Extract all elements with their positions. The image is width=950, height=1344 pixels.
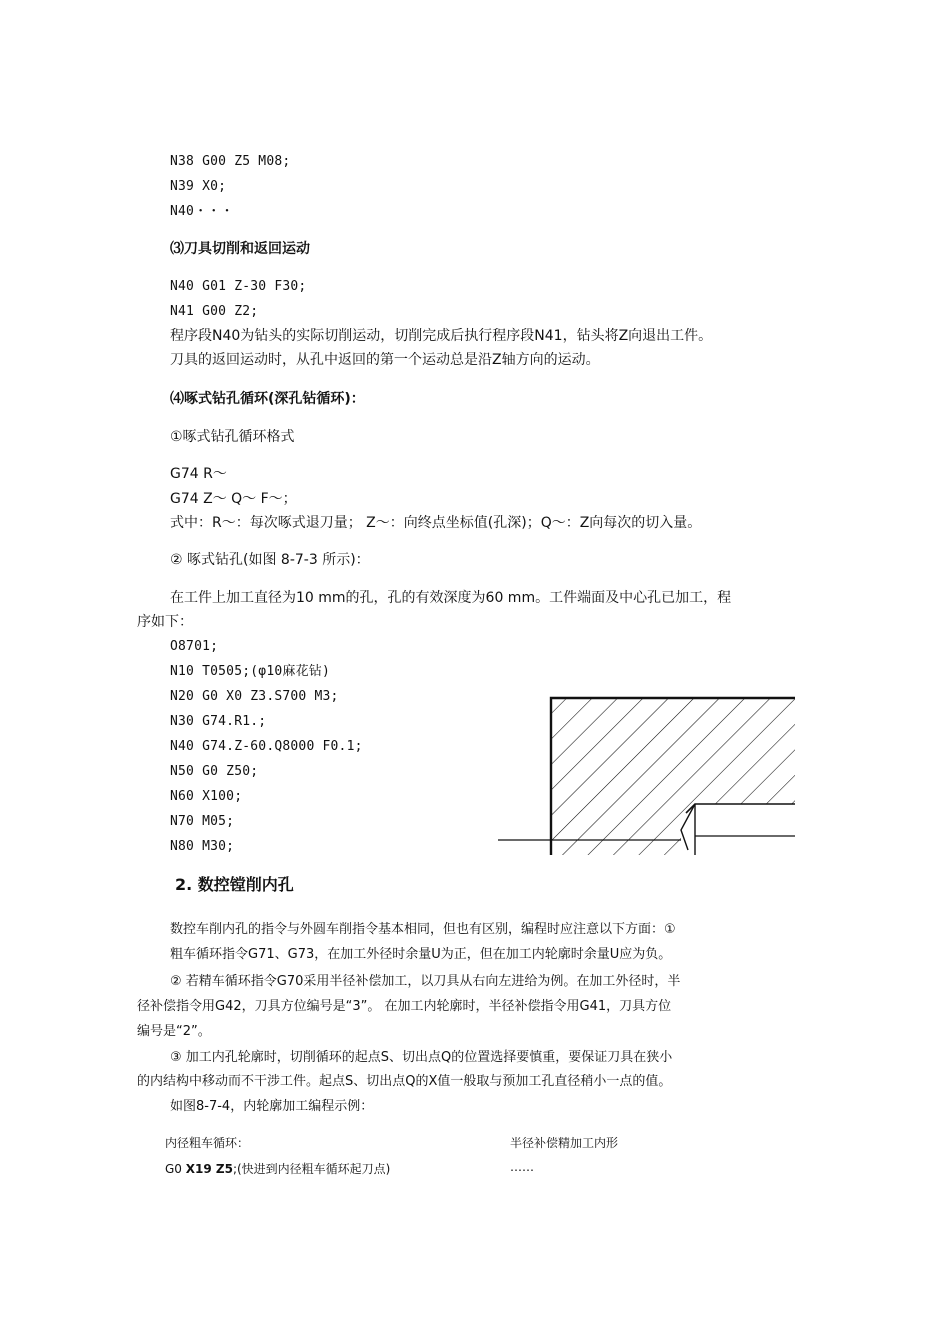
program-line: N60 X100; (170, 789, 243, 804)
code-line: N40・・・ (170, 204, 234, 219)
code-line: N39 X0; (170, 179, 227, 194)
program-line: N80 M30; (170, 839, 235, 854)
paragraph-line: ③ 加工内孔轮廓时，切削循环的起点S、切出点Q的位置选择要慎重，要保证刀具在狭小 (170, 1050, 673, 1065)
table-header-right: 半径补偿精加工内形 (510, 1136, 619, 1150)
table-row-right: …… (510, 1160, 534, 1174)
section-heading: 2. 数控镗削内孔 (175, 875, 294, 894)
table-row-left (165, 1159, 390, 1179)
program-line: N70 M05; (170, 814, 235, 829)
paragraph-line: ② 若精车循环指令G70采用半径补偿加工，以刀具从右向左进给为例。在加工外径时，半 (170, 974, 681, 989)
bore-edge (686, 804, 795, 813)
paragraph-line: 程序段N40为钻头的实际切削运动，切削完成后执行程序段N41，钻头将Z向退出工件。 (170, 328, 713, 344)
format-line: G74 Z～ Q～ F～； (170, 491, 297, 507)
list-item-example: ② 啄式钻孔(如图 8-7-3 所示)： (170, 552, 370, 568)
program-line: N20 G0 X0 Z3.S700 M3; (170, 689, 339, 704)
paragraph-line: 编号是“2”。 (137, 1024, 211, 1039)
subheading-peck-drilling: ⑷啄式钻孔循环(深孔钻循环)： (170, 391, 365, 407)
paragraph-line: 的内结构中移动而不干涉工件。起点S、切出点Q的X值一般取与预加工孔直径稍小一点的值。 (137, 1074, 672, 1089)
code-comment: ;(快进到内径粗车循环起刀点) (232, 1162, 391, 1176)
list-item-format: ①啄式钻孔循环格式 (170, 429, 295, 445)
program-line: N40 G74.Z-60.Q8000 F0.1; (170, 739, 363, 754)
paragraph-line: 序如下： (137, 614, 193, 630)
table-header-left: 内径粗车循环： (165, 1136, 250, 1150)
paragraph-line: 径补偿指令用G42，刀具方位编号是“3”。 在加工内轮廓时，半径补偿指令用G41，刀具方位 (137, 999, 672, 1014)
code-prefix: G0 (165, 1162, 186, 1176)
format-line: G74 R～ (170, 466, 227, 482)
format-description: 式中：R～：每次啄式退刀量； Z～：向终点坐标值(孔深)；Q～：Z向每次的切入量。 (170, 515, 702, 531)
program-line: N50 G0 Z50; (170, 764, 259, 779)
paragraph-line: 如图8-7-4，内轮廓加工编程示例： (170, 1099, 374, 1114)
code-line: N40 G01 Z-30 F30; (170, 279, 307, 294)
program-line: O8701; (170, 639, 219, 654)
code-line: N41 G00 Z2; (170, 304, 259, 319)
paragraph-line: 粗车循环指令G71、G73，在加工外径时余量U为正，但在加工内轮廓时余量U应为负。 (170, 947, 672, 962)
program-line: N30 G74.R1.; (170, 714, 267, 729)
paragraph-line: 刀具的返回运动时，从孔中返回的第一个运动总是沿Z轴方向的运动。 (170, 352, 600, 368)
drilling-figure (498, 690, 798, 855)
hatch-area (551, 698, 798, 855)
program-line: N10 T0505;(φ10麻花钻) (170, 664, 330, 679)
code-bold: X19 Z5 (185, 1162, 233, 1176)
paragraph-line: 数控车削内孔的指令与外圆车削指令基本相同，但也有区别，编程时应注意以下方面：① (170, 922, 676, 937)
code-line: N38 G00 Z5 M08; (170, 154, 291, 169)
paragraph-line: 在工件上加工直径为10 mm的孔，孔的有效深度为60 mm。工件端面及中心孔已加工，程 (170, 590, 732, 606)
subheading-tool-motion: ⑶刀具切削和返回运动 (170, 241, 310, 257)
